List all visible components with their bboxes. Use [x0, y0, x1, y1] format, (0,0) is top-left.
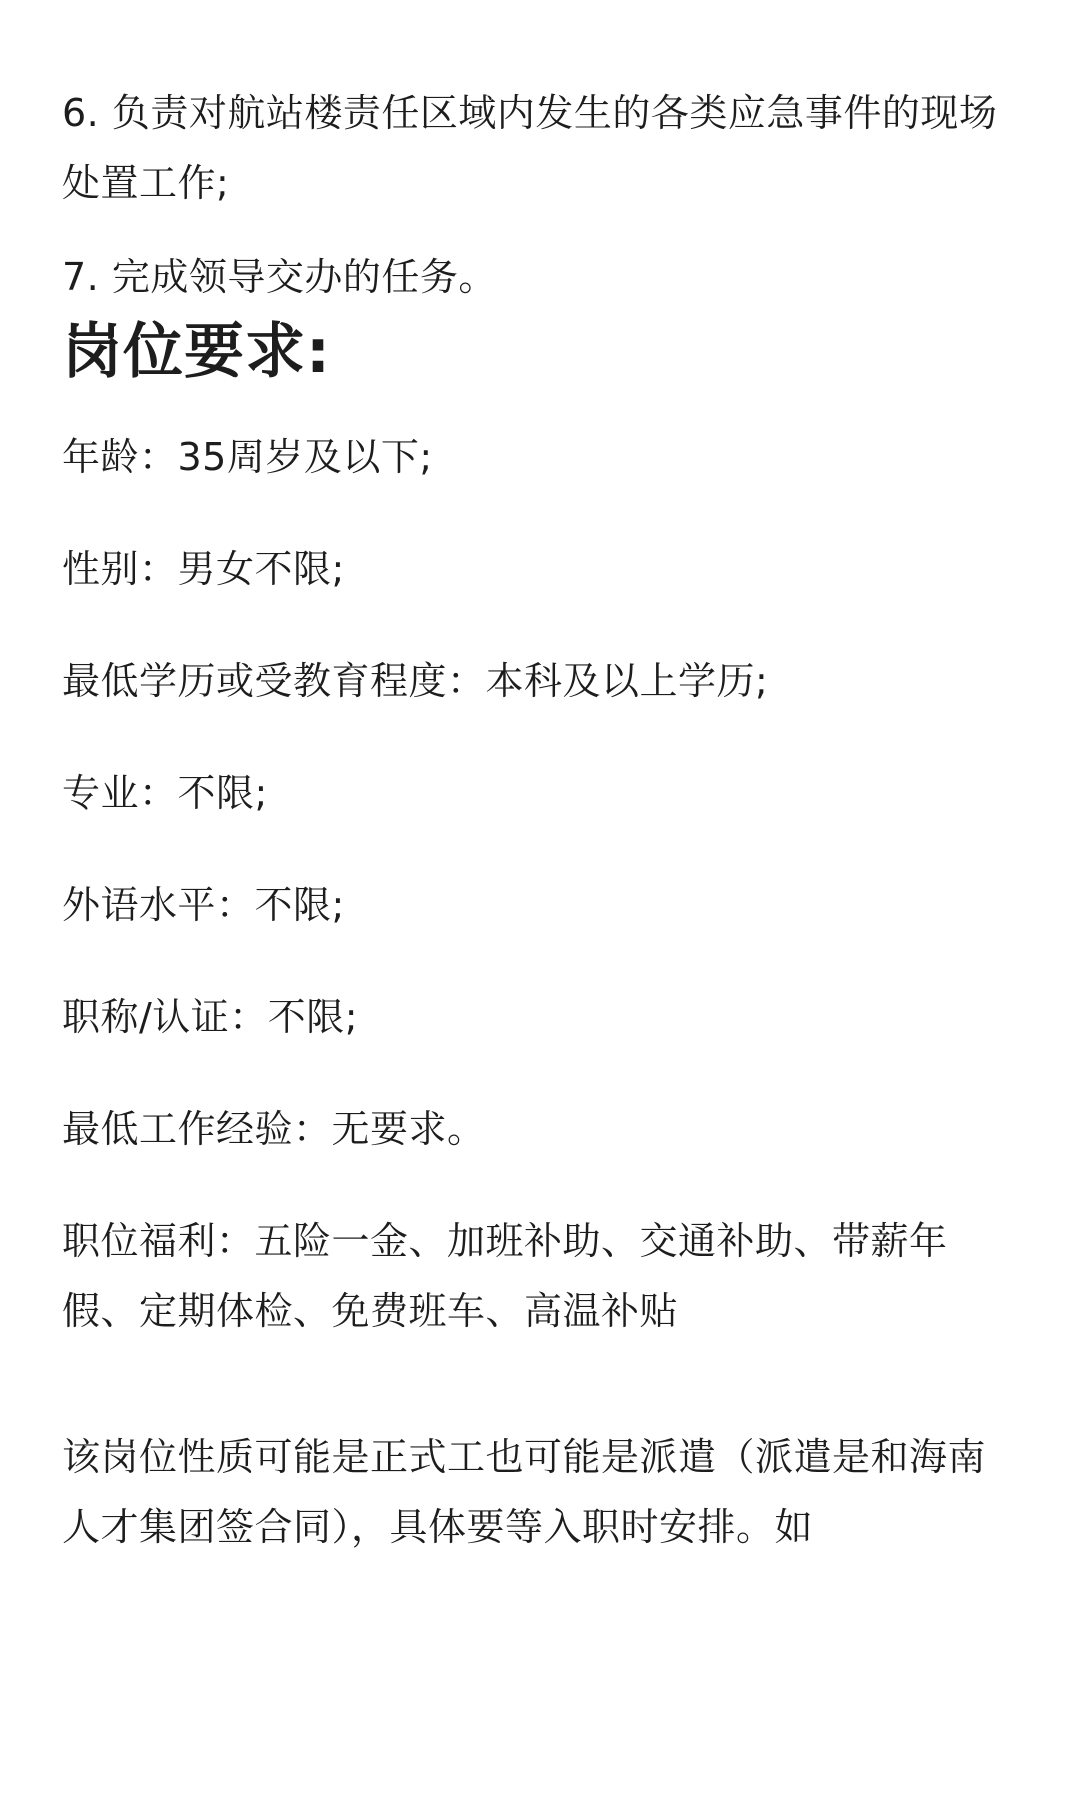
- duty-item-6: 6. 负责对航站楼责任区域内发生的各类应急事件的现场处置工作;: [62, 91, 998, 205]
- position-note: 该岗位性质可能是正式工也可能是派遣（派遣是和海南人才集团签合同），具体要等入职时安排。如: [62, 1435, 987, 1549]
- requirement-major: 专业：不限;: [62, 771, 268, 815]
- requirement-benefits: 职位福利：五险一金、加班补助、交通补助、带薪年假、定期体检、免费班车、高温补贴: [62, 1219, 948, 1333]
- requirement-certification: 职称/认证：不限;: [62, 995, 359, 1039]
- requirement-language: 外语水平：不限;: [62, 883, 345, 927]
- requirements-heading: 岗位要求:: [62, 317, 331, 387]
- duty-item-7: 7. 完成领导交办的任务。: [62, 255, 497, 299]
- requirement-age: 年龄：35周岁及以下;: [62, 435, 433, 479]
- requirement-education: 最低学历或受教育程度：本科及以上学历;: [62, 659, 769, 703]
- requirement-gender: 性别：男女不限;: [62, 547, 345, 591]
- requirement-experience: 最低工作经验：无要求。: [62, 1107, 486, 1151]
- article-body: [62, 78, 1022, 1562]
